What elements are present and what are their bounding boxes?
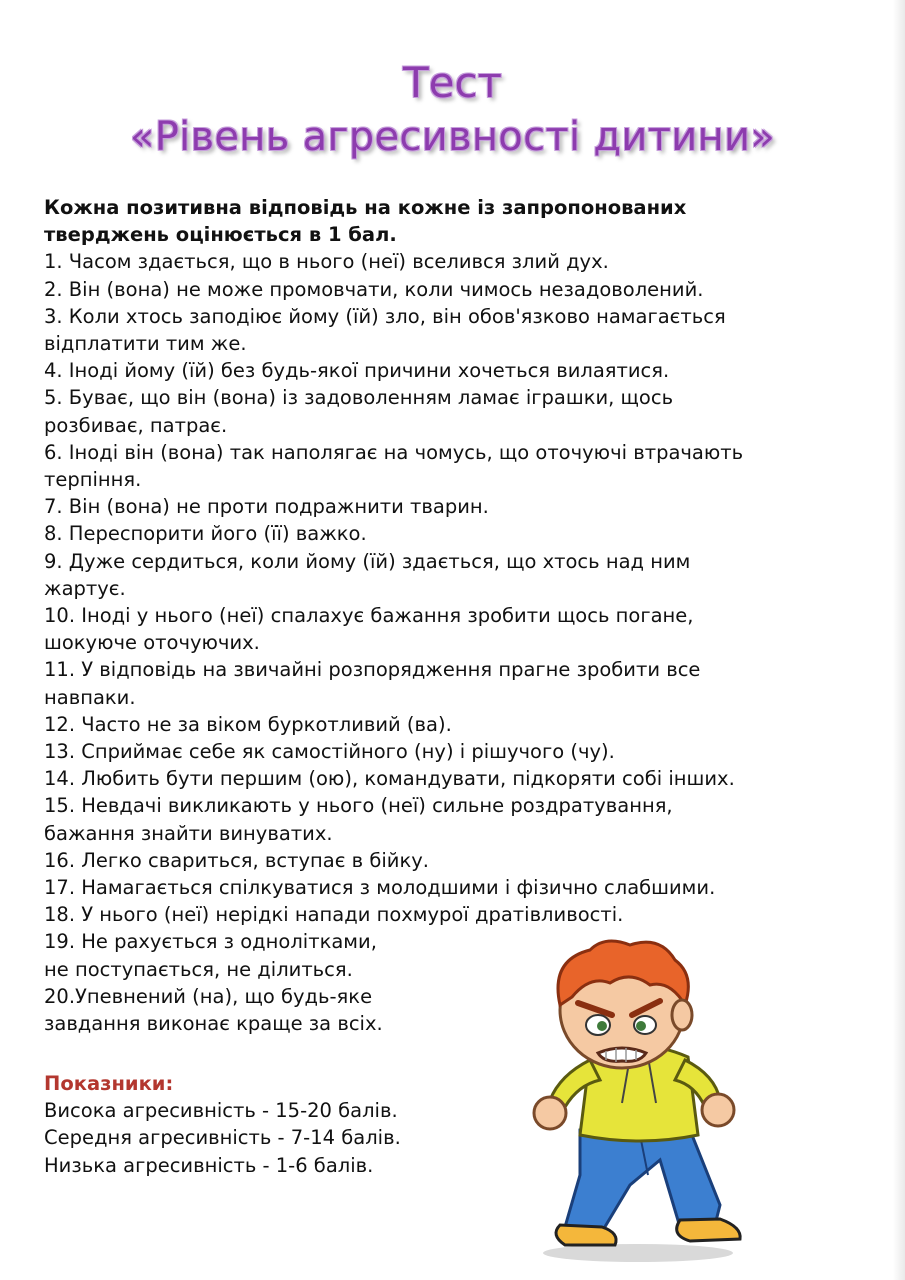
statement-line: жартує.	[44, 576, 126, 600]
statement-line: відплатити тим же.	[44, 332, 247, 356]
statement-item	[44, 738, 859, 765]
statement-line: 10. Іноді у нього (неї) спалахує бажання зробити щось погане,	[44, 604, 694, 628]
statement-item	[44, 493, 859, 520]
statement-item	[44, 439, 859, 493]
statement-line: завдання виконає краще за всіх.	[44, 1012, 383, 1036]
title-line-1: Тест	[402, 58, 503, 107]
statement-item	[44, 874, 859, 901]
title-line-2: «Рівень агресивності дитини»	[129, 114, 776, 160]
indicators-block	[44, 1070, 544, 1179]
statement-line: розбиває, патрає.	[44, 413, 228, 437]
statement-line: 1. Часом здається, що в нього (неї) вселився злий дух.	[44, 250, 609, 274]
statement-line: 6. Іноді він (вона) так наполягає на чомусь, що оточуючі втрачають	[44, 440, 744, 464]
statement-line: 18. У нього (неї) нерідкі напади похмурої дратівливості.	[44, 903, 624, 927]
intro-text	[44, 194, 859, 248]
statement-line: 11. У відповідь на звичайні розпорядження прагне зробити все	[44, 658, 701, 682]
statement-item	[44, 384, 859, 438]
statement-line: 20.Упевнений (на), що будь-яке	[44, 984, 373, 1008]
statement-line: 13. Сприймає себе як самостійного (ну) і рішучого (чу).	[44, 740, 615, 764]
statement-item	[44, 248, 859, 275]
indicator-medium: Середня агресивність - 7-14 балів.	[44, 1126, 401, 1150]
statement-item	[44, 357, 859, 384]
indicator-high: Висока агресивність - 15-20 балів.	[44, 1099, 398, 1123]
statement-line: не поступається, не ділиться.	[44, 957, 353, 981]
statement-item	[44, 276, 859, 303]
statement-line: 8. Переспорити його (її) важко.	[44, 522, 367, 546]
questionnaire	[44, 194, 859, 1037]
statement-line: шокуюче оточуючих.	[44, 631, 260, 655]
indicator-low: Низька агресивність - 1-6 балів.	[44, 1153, 374, 1177]
statement-item	[44, 548, 859, 602]
indicators-title: Показники:	[44, 1072, 174, 1095]
statement-line: 12. Часто не за віком буркотливий (ва).	[44, 712, 452, 736]
statement-item	[44, 792, 859, 846]
statement-line: 15. Невдачі викликають у нього (неї) сильне роздратування,	[44, 794, 673, 818]
statement-item	[44, 303, 859, 357]
statement-line: 7. Він (вона) не проти подражнити тварин.	[44, 495, 489, 519]
statement-item	[44, 602, 859, 656]
statement-line: 4. Іноді йому (їй) без будь-якої причини хочеться вилаятися.	[44, 359, 670, 383]
statement-line: 17. Намагається спілкуватися з молодшими і фізично слабшими.	[44, 876, 716, 900]
statement-line: 3. Коли хтось заподіює йому (їй) зло, він обов'язково намагається	[44, 304, 726, 328]
statement-item	[44, 847, 859, 874]
statement-line: 19. Не рахується з однолітками,	[44, 930, 377, 954]
statement-item	[44, 520, 859, 547]
statement-item	[44, 901, 859, 928]
statement-item	[44, 711, 859, 738]
statement-line: 9. Дуже сердиться, коли йому (їй) здається, що хтось над ним	[44, 549, 691, 573]
page-edge-shadow	[893, 0, 905, 1280]
statement-line: 5. Буває, що він (вона) із задоволенням ламає іграшки, щось	[44, 386, 674, 410]
statement-line: бажання знайти винуватих.	[44, 821, 333, 845]
statement-line: 16. Легко свариться, вступає в бійку.	[44, 848, 429, 872]
statement-line: 14. Любить бути першим (ою), командувати, підкоряти собі інших.	[44, 767, 735, 791]
intro-line-1: Кожна позитивна відповідь на кожне із запропонованих	[44, 196, 687, 219]
statement-line: терпіння.	[44, 468, 142, 492]
angry-boy-illustration	[520, 935, 750, 1265]
statements-list	[44, 248, 859, 1037]
intro-line-2: тверджень оцінюється в 1 бал.	[44, 223, 397, 247]
statement-line: навпаки.	[44, 685, 136, 709]
statement-line: 2. Він (вона) не може промовчати, коли чимось незадоволений.	[44, 277, 704, 301]
statement-item	[44, 765, 859, 792]
statement-item	[44, 656, 859, 710]
